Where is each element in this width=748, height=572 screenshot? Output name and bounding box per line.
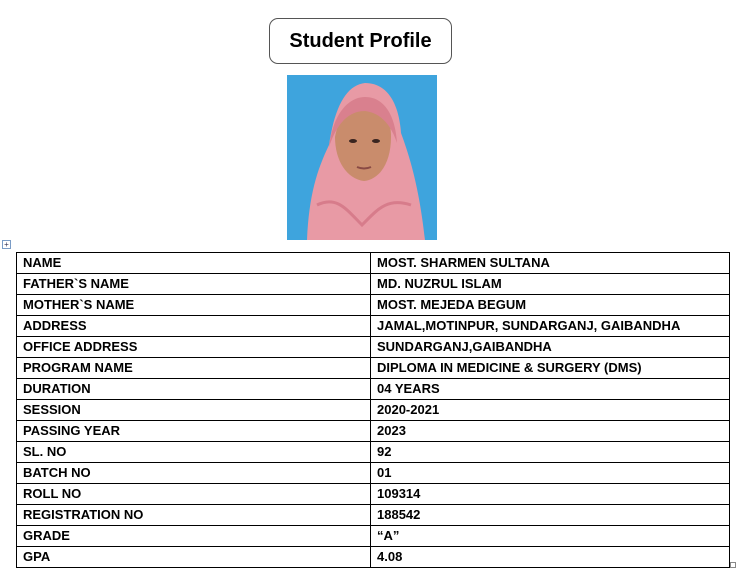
table-row bbox=[17, 379, 730, 400]
row-label: DURATION bbox=[17, 379, 371, 400]
row-value: MD. NUZRUL ISLAM bbox=[371, 274, 730, 295]
table-row bbox=[17, 274, 730, 295]
page-title-text: Student Profile bbox=[289, 29, 432, 52]
table-row bbox=[17, 505, 730, 526]
table-row bbox=[17, 295, 730, 316]
row-value: JAMAL,MOTINPUR, SUNDARGANJ, GAIBANDHA bbox=[371, 316, 730, 337]
row-value: 04 YEARS bbox=[371, 379, 730, 400]
table-row bbox=[17, 253, 730, 274]
table-row bbox=[17, 463, 730, 484]
table-row bbox=[17, 421, 730, 442]
student-photo bbox=[287, 75, 437, 240]
row-value: SUNDARGANJ,GAIBANDHA bbox=[371, 337, 730, 358]
row-label: GPA bbox=[17, 547, 371, 568]
row-value: 01 bbox=[371, 463, 730, 484]
row-label: BATCH NO bbox=[17, 463, 371, 484]
row-value: MOST. SHARMEN SULTANA bbox=[371, 253, 730, 274]
row-value: MOST. MEJEDA BEGUM bbox=[371, 295, 730, 316]
table-row bbox=[17, 547, 730, 568]
row-label: NAME bbox=[17, 253, 371, 274]
table-row bbox=[17, 358, 730, 379]
row-value: 4.08 bbox=[371, 547, 730, 568]
table-row bbox=[17, 484, 730, 505]
page-title bbox=[269, 18, 452, 64]
row-value: 92 bbox=[371, 442, 730, 463]
row-label: GRADE bbox=[17, 526, 371, 547]
table-row bbox=[17, 442, 730, 463]
row-label: OFFICE ADDRESS bbox=[17, 337, 371, 358]
row-label: REGISTRATION NO bbox=[17, 505, 371, 526]
row-value: 2020-2021 bbox=[371, 400, 730, 421]
row-value: 188542 bbox=[371, 505, 730, 526]
row-value: 109314 bbox=[371, 484, 730, 505]
row-label: SESSION bbox=[17, 400, 371, 421]
table-row bbox=[17, 316, 730, 337]
row-label: PASSING YEAR bbox=[17, 421, 371, 442]
row-value: “A” bbox=[371, 526, 730, 547]
row-label: FATHER`S NAME bbox=[17, 274, 371, 295]
row-label: ROLL NO bbox=[17, 484, 371, 505]
row-label: ADDRESS bbox=[17, 316, 371, 337]
row-label: PROGRAM NAME bbox=[17, 358, 371, 379]
table-move-handle[interactable]: + bbox=[2, 240, 11, 249]
table-row bbox=[17, 337, 730, 358]
row-label: MOTHER`S NAME bbox=[17, 295, 371, 316]
table-row bbox=[17, 400, 730, 421]
table-row bbox=[17, 526, 730, 547]
row-value: 2023 bbox=[371, 421, 730, 442]
row-label: SL. NO bbox=[17, 442, 371, 463]
student-info-table bbox=[16, 252, 730, 568]
row-value: DIPLOMA IN MEDICINE & SURGERY (DMS) bbox=[371, 358, 730, 379]
table-resize-handle[interactable] bbox=[730, 562, 736, 568]
